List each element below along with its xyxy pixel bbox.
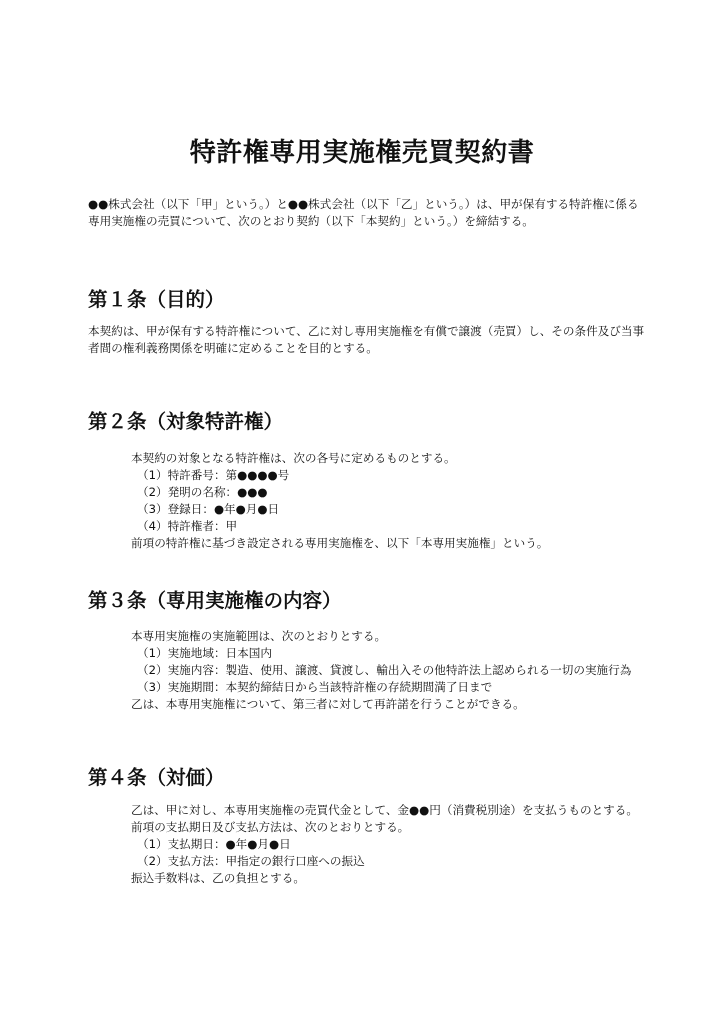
article-3-item-period: （3）実施期間：本契約締結日から当該特許権の存続期間満了日まで <box>137 680 493 694</box>
article-2-body <box>131 450 651 552</box>
article-2-heading: 第２条（対象特許権） <box>88 410 284 433</box>
article-4-fee: 振込手数料は、乙の負担とする。 <box>131 871 305 885</box>
article-2-item-patent-number: （1）特許番号：第●●●●号 <box>137 468 290 482</box>
article-1-body <box>88 323 648 357</box>
article-3-item-scope: （2）実施内容：製造、使用、譲渡、貸渡し、輸出入その他特許法上認められる一切の実施行為 <box>137 663 632 677</box>
article-3-sublicense: 乙は、本専用実施権について、第三者に対して再許諾を行うことができる。 <box>131 697 525 711</box>
article-3-body <box>131 628 641 713</box>
article-2-item-invention-name: （2）発明の名称：●●● <box>137 485 268 499</box>
article-3-lead: 本専用実施権の実施範囲は、次のとおりとする。 <box>131 629 387 643</box>
article-4-lead: 前項の支払期日及び支払方法は、次のとおりとする。 <box>131 820 410 834</box>
article-4-item-due-date: （1）支払期日：●年●月●日 <box>137 837 291 851</box>
article-4-body <box>131 802 641 887</box>
document-title: 特許権専用実施権売買契約書 <box>189 138 535 169</box>
article-3-heading: 第３条（専用実施権の内容） <box>88 589 342 612</box>
article-4-heading: 第４条（対価） <box>88 766 225 789</box>
article-4-price: 乙は、甲に対し、本専用実施権の売買代金として、金●●円（消費税別途）を支払うものとする。 <box>131 803 638 817</box>
article-1-heading: 第１条（目的） <box>88 288 225 311</box>
article-2-item-registration-date: （3）登録日：●年●月●日 <box>137 502 280 516</box>
article-1-text: 本契約は、甲が保有する特許権について、乙に対し専用実施権を有償で譲渡（売買）し、その条件及び当事者間の権利義務関係を明確に定めることを目的とする。 <box>88 324 645 355</box>
article-2-lead: 本契約の対象となる特許権は、次の各号に定めるものとする。 <box>131 451 456 465</box>
article-4-item-method: （2）支払方法：甲指定の銀行口座への振込 <box>137 854 365 868</box>
article-2-definition: 前項の特許権に基づき設定される専用実施権を、以下「本専用実施権」という。 <box>131 536 549 550</box>
article-2-item-patentee: （4）特許権者：甲 <box>137 519 238 533</box>
intro-paragraph: ●●株式会社（以下「甲」という。）と●●株式会社（以下「乙」という。）は、甲が保有する特許権に係る専用実施権の売買について、次のとおり契約（以下「本契約」という。）を締結する。 <box>88 197 639 228</box>
article-3-item-territory: （1）実施地域：日本国内 <box>137 646 272 660</box>
